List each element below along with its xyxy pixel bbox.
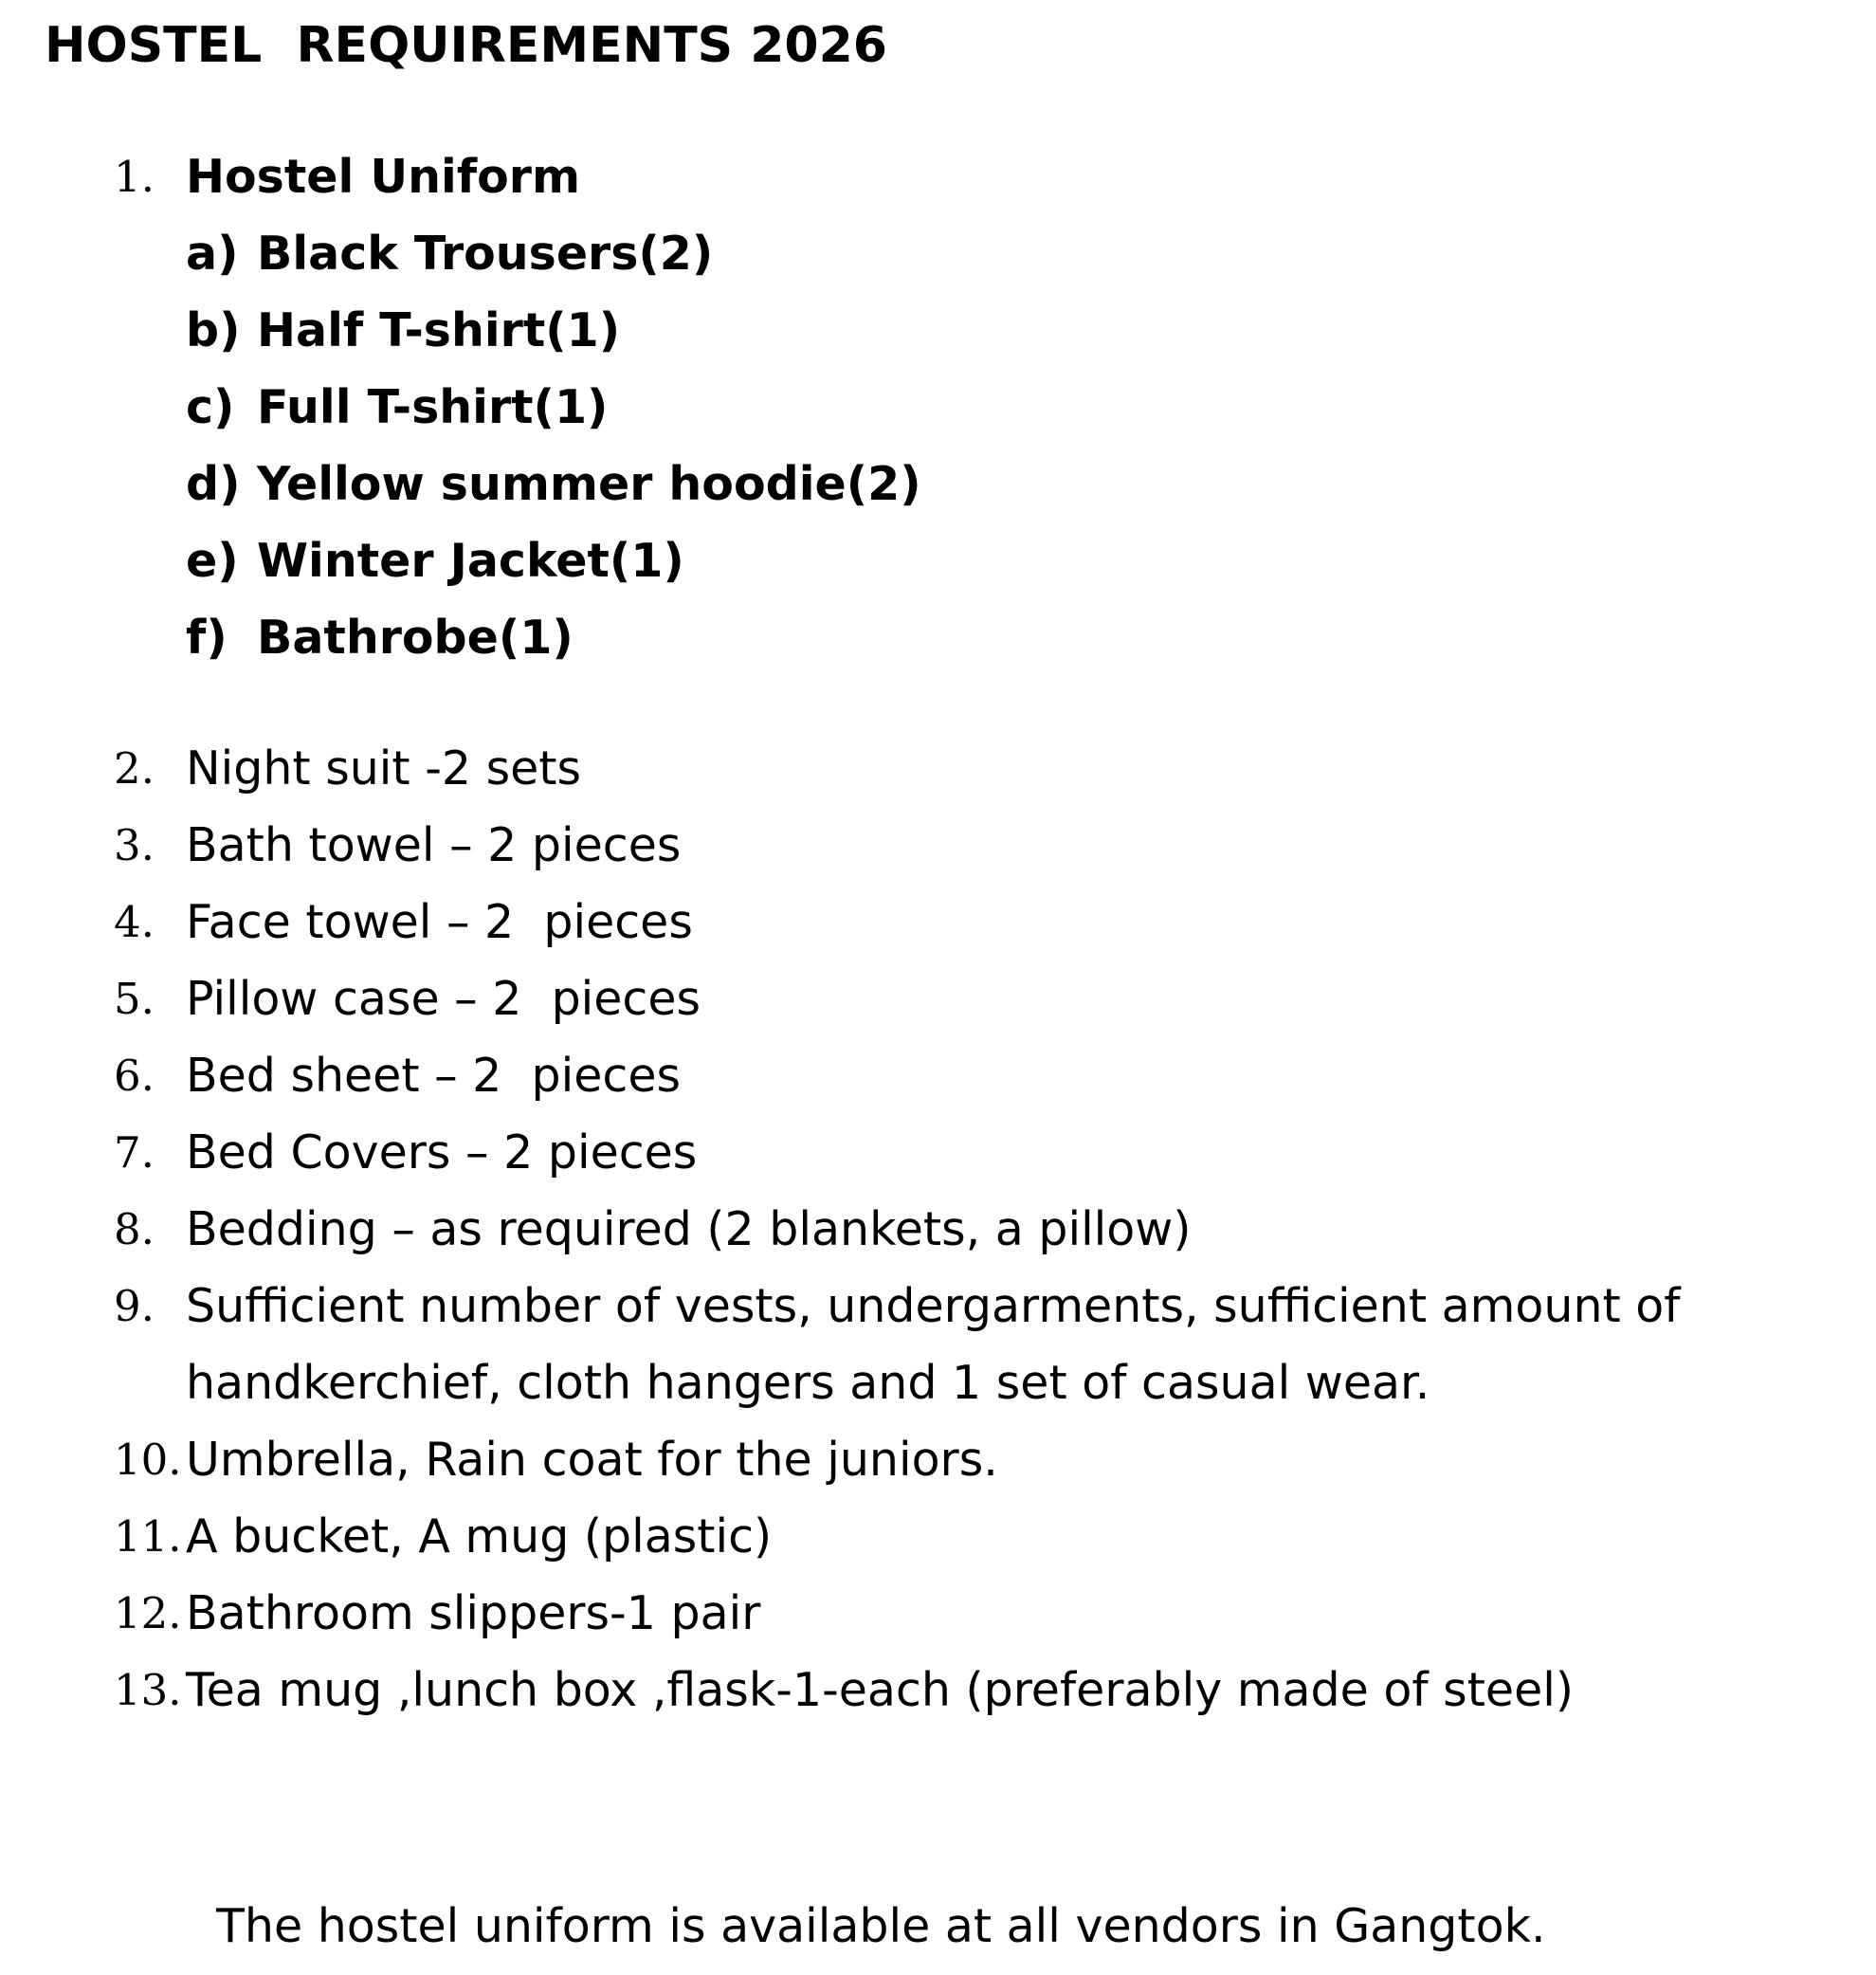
list-item-text: Sufficient number of vests, undergarments, sufficient amount of [186, 1279, 1681, 1333]
sub-list-text: Bathrobe(1) [257, 611, 574, 665]
sub-list-letter: a) [186, 227, 239, 281]
list-item-number: 8. [114, 1204, 155, 1254]
list-item-number: 9. [114, 1281, 155, 1331]
sub-list-text: Half T-shirt(1) [257, 303, 621, 357]
list-item-number: 7. [114, 1127, 155, 1178]
list-item-text: Tea mug ,lunch box ,flask-1-each (preferably made of steel) [186, 1663, 1574, 1717]
sub-list-text: Full T-shirt(1) [257, 380, 609, 434]
list-item-number: 2. [114, 743, 155, 794]
list-item-number: 3. [114, 820, 155, 870]
sub-list-letter: d) [186, 457, 241, 511]
list-item-number: 1. [114, 152, 155, 202]
sub-list-letter: f) [186, 611, 228, 665]
list-item-text: Bath towel – 2 pieces [186, 818, 682, 872]
list-item-number: 12. [114, 1588, 182, 1638]
list-item-text: A bucket, A mug (plastic) [186, 1509, 773, 1564]
list-item-text: Night suit -2 sets [186, 741, 582, 795]
list-item-text: Pillow case – 2 pieces [186, 972, 701, 1026]
list-item-text: Face towel – 2 pieces [186, 895, 693, 949]
uniform-heading: Hostel Uniform [186, 150, 581, 204]
list-item-number: 13. [114, 1665, 182, 1715]
list-item-text: Bed sheet – 2 pieces [186, 1049, 681, 1103]
list-item-number: 11. [114, 1511, 182, 1562]
page-title: HOSTEL REQUIREMENTS 2026 [45, 17, 887, 74]
sub-list-letter: b) [186, 303, 241, 357]
list-item-number: 4. [114, 897, 155, 947]
footer-note: The hostel uniform is available at all vendors in Gangtok. [216, 1899, 1546, 1953]
list-item-text: Bedding – as required (2 blankets, a pillow) [186, 1202, 1192, 1256]
sub-list-letter: c) [186, 380, 235, 434]
list-item-text: Umbrella, Rain coat for the juniors. [186, 1433, 998, 1487]
list-item-number: 10. [114, 1435, 182, 1485]
sub-list-text: Winter Jacket(1) [257, 534, 684, 588]
list-item-text: Bathroom slippers-1 pair [186, 1586, 761, 1640]
sub-list-text: Yellow summer hoodie(2) [257, 457, 921, 511]
sub-list-text: Black Trousers(2) [257, 227, 714, 281]
list-item-number: 6. [114, 1051, 155, 1101]
sub-list-letter: e) [186, 534, 239, 588]
list-item-text-continuation: handkerchief, cloth hangers and 1 set of casual wear. [186, 1356, 1430, 1410]
list-item-text: Bed Covers – 2 pieces [186, 1125, 698, 1180]
list-item-number: 5. [114, 974, 155, 1024]
